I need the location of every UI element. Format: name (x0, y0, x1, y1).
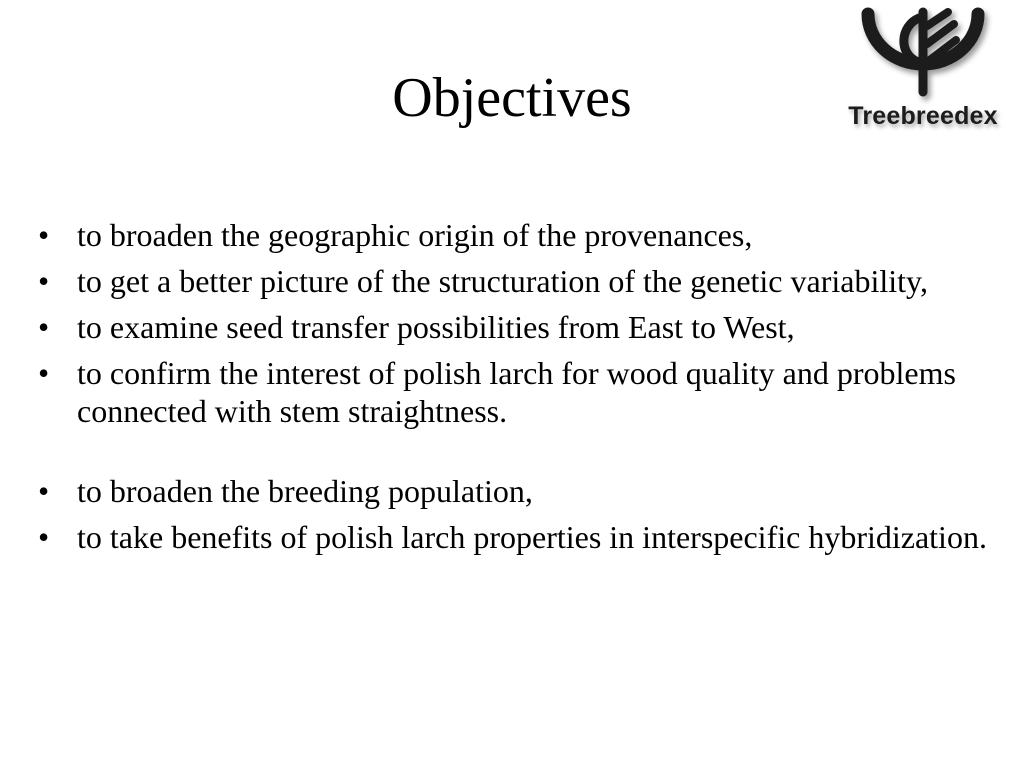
list-item: • to examine seed transfer possibilities from East to West, (36, 308, 996, 346)
list-item: • to get a better picture of the structuration of the genetic variability, (36, 262, 996, 300)
list-item: • to broaden the breeding population, (36, 472, 996, 510)
slide-title: Objectives (392, 67, 632, 129)
logo-wordmark: Treebreedex (848, 102, 998, 130)
objectives-list (36, 216, 996, 564)
list-item: • to broaden the geographic origin of the provenances, (36, 216, 996, 254)
list-item: • to confirm the interest of polish larch for wood quality and problems connected with stem straightness. (36, 354, 996, 430)
treebreedex-logo (830, 4, 1016, 134)
list-item: • to take benefits of polish larch properties in interspecific hybridization. (36, 518, 996, 556)
